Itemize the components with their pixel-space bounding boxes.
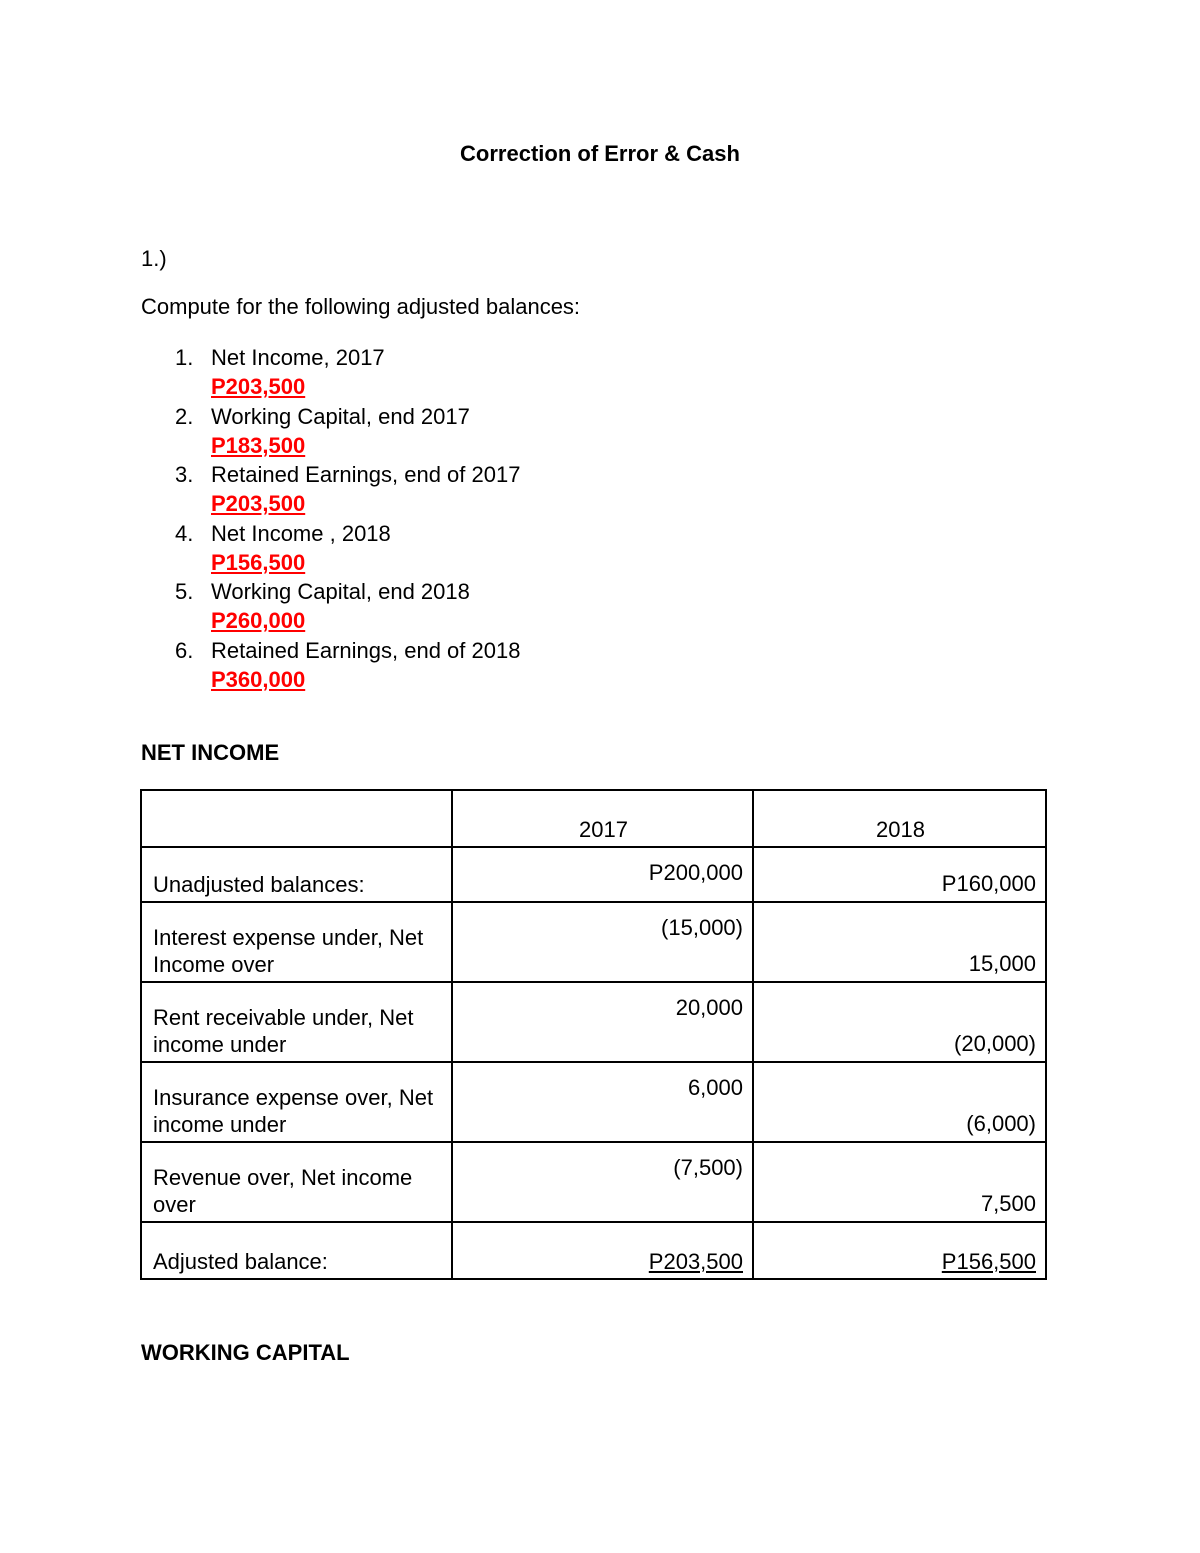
table-header-row (141, 790, 1046, 847)
value-2018: (20,000) (753, 982, 1046, 1062)
answer-value: P203,500 (211, 491, 306, 516)
total-value-2017: P203,500 (452, 1222, 753, 1279)
row-description: Revenue over, Net income over (141, 1142, 452, 1222)
table-row (141, 1142, 1046, 1222)
header-cell-blank (141, 790, 452, 847)
answer-value: P183,500 (211, 432, 306, 458)
answer-number: 2. (175, 403, 194, 429)
value-2017: 6,000 (452, 1062, 753, 1142)
answer-label: Net Income, 2017 (211, 345, 385, 370)
answer-item (141, 636, 520, 695)
value-2017: (15,000) (452, 902, 753, 982)
answer-item (141, 577, 520, 636)
header-cell-2018: 2018 (753, 790, 1046, 847)
table-row (141, 847, 1046, 902)
total-label: Adjusted balance: (141, 1222, 452, 1279)
value-2018: P160,000 (753, 847, 1046, 902)
answer-value: P156,500 (211, 549, 306, 575)
value-2018: 15,000 (753, 902, 1046, 982)
answer-label: Retained Earnings, end of 2018 (211, 637, 521, 663)
answer-item (141, 343, 520, 402)
answer-value: P360,000 (211, 666, 306, 692)
answer-list (141, 343, 520, 694)
total-value-2018: P156,500 (753, 1222, 1046, 1279)
answer-number: 1. (175, 345, 194, 370)
answer-value: P203,500 (211, 374, 306, 399)
answer-item (141, 519, 520, 578)
net-income-table (140, 789, 1047, 1280)
row-description: Unadjusted balances: (141, 847, 452, 902)
row-description: Interest expense under, Net Income over (141, 902, 452, 982)
answer-number: 4. (175, 520, 194, 546)
net-income-heading: NET INCOME (141, 740, 280, 765)
answer-item (141, 460, 520, 519)
answer-number: 3. (175, 462, 194, 487)
value-2017: 20,000 (452, 982, 753, 1062)
document-title: Correction of Error & Cash (460, 141, 740, 166)
table-row (141, 982, 1046, 1062)
answer-item (141, 402, 520, 461)
problem-number: 1.) (141, 246, 167, 271)
answer-number: 6. (175, 637, 194, 663)
value-2018: (6,000) (753, 1062, 1046, 1142)
instruction-text: Compute for the following adjusted balances: (141, 294, 581, 319)
value-2017: (7,500) (452, 1142, 753, 1222)
answer-label: Net Income , 2018 (211, 520, 391, 546)
table-row (141, 902, 1046, 982)
value-2018: 7,500 (753, 1142, 1046, 1222)
working-capital-heading: WORKING CAPITAL (141, 1340, 350, 1365)
answer-number: 5. (175, 579, 194, 604)
value-2017: P200,000 (452, 847, 753, 902)
table-total-row (141, 1222, 1046, 1279)
answer-label: Working Capital, end 2017 (211, 403, 470, 429)
answer-label: Working Capital, end 2018 (211, 579, 470, 604)
row-description: Rent receivable under, Net income under (141, 982, 452, 1062)
row-description: Insurance expense over, Net income under (141, 1062, 452, 1142)
answer-value: P260,000 (211, 608, 306, 633)
header-cell-2017: 2017 (452, 790, 753, 847)
answer-label: Retained Earnings, end of 2017 (211, 462, 521, 487)
table-row (141, 1062, 1046, 1142)
